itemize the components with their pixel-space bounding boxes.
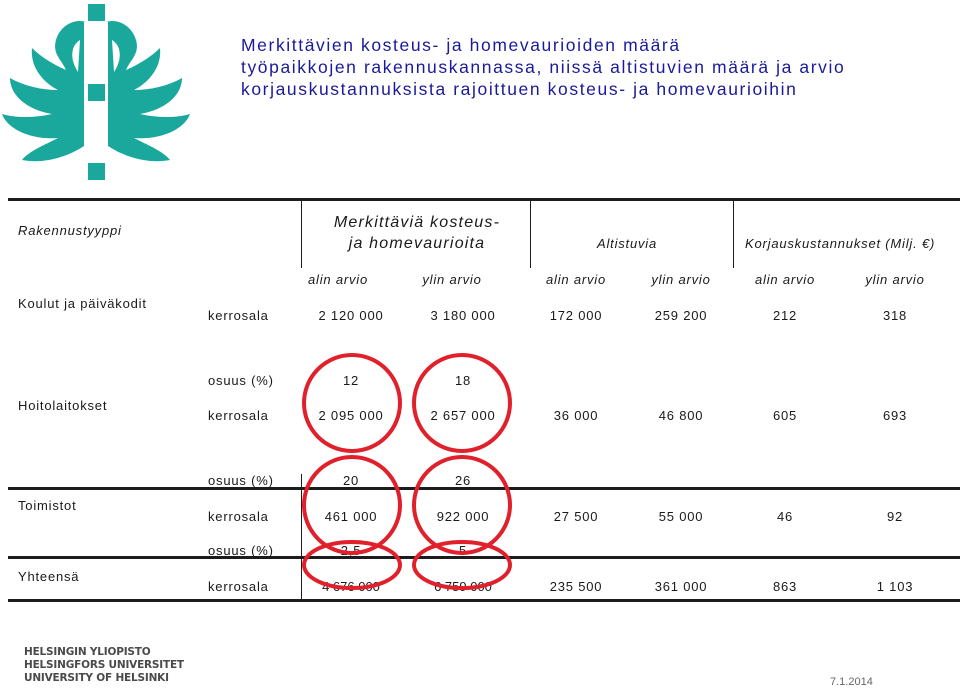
title-line: Merkittävien kosteus- ja homevaurioiden määrä: [241, 35, 681, 55]
share-label: osuus (%): [208, 473, 274, 488]
subheader-high: ylin arvio: [865, 272, 925, 287]
share-high: 5: [458, 543, 468, 558]
damage-table: [8, 198, 960, 602]
title-line: korjauskustannuksista rajoittuen kosteus- ja homevaurioihin: [241, 79, 798, 99]
cost-low: 46: [776, 509, 794, 524]
header-damage-line: Merkittäviä kosteus-: [333, 214, 501, 231]
column-divider: [733, 201, 734, 268]
exposed-high: 46 800: [658, 408, 704, 423]
table-top-rule: [8, 198, 960, 201]
subheader-low: alin arvio: [754, 272, 816, 287]
area-high: 2 657 000: [430, 408, 496, 423]
cost-high: 92: [886, 509, 904, 524]
area-high: 3 180 000: [430, 308, 496, 323]
exposed-low: 172 000: [549, 308, 603, 323]
row-type-label: Yhteensä: [18, 569, 80, 584]
area-label: kerrosala: [208, 408, 269, 423]
share-low: 20: [342, 473, 360, 488]
area-high: 6 759 000: [434, 579, 492, 594]
share-high: 26: [454, 473, 472, 488]
cost-low: 212: [772, 308, 798, 323]
subheader-low: alin arvio: [545, 272, 607, 287]
header-damage-line: ja homevaurioita: [348, 235, 486, 252]
subheader-high: ylin arvio: [422, 272, 482, 287]
university-logo-icon: [0, 0, 200, 190]
column-divider: [530, 201, 531, 268]
area-label: kerrosala: [208, 308, 269, 323]
cost-high: 1 103: [876, 579, 914, 594]
area-label: kerrosala: [208, 509, 269, 524]
title-line: työpaikkojen rakennuskannassa, niissä altistuvien määrä ja arvio: [241, 57, 846, 77]
exposed-high: 361 000: [654, 579, 708, 594]
area-low: 4 676 000: [322, 579, 380, 594]
cost-high: 693: [882, 408, 908, 423]
share-low: 12: [342, 373, 360, 388]
exposed-low: 27 500: [553, 509, 599, 524]
slide-date: 7.1.2014: [830, 676, 873, 688]
cost-high: 318: [882, 308, 908, 323]
exposed-high: 55 000: [658, 509, 704, 524]
cost-low: 863: [772, 579, 798, 594]
page-title: [241, 34, 956, 100]
exposed-low: 235 500: [549, 579, 603, 594]
area-label: kerrosala: [208, 579, 269, 594]
share-label: osuus (%): [208, 543, 274, 558]
row-type-label: Hoitolaitokset: [18, 398, 108, 413]
header-damage: [308, 212, 526, 254]
wordmark-line: HELSINGFORS UNIVERSITET: [24, 659, 184, 671]
exposed-high: 259 200: [654, 308, 708, 323]
share-low: 2,5: [340, 543, 362, 558]
share-label: osuus (%): [208, 373, 274, 388]
table-bottom-rule: [8, 599, 960, 602]
area-low: 461 000: [324, 509, 378, 524]
wordmark-line: HELSINGIN YLIOPISTO: [24, 646, 151, 658]
share-high: 18: [454, 373, 472, 388]
header-building-type: Rakennustyyppi: [18, 223, 122, 238]
row-type-label: Koulut ja päiväkodit: [18, 296, 147, 311]
column-divider: [301, 201, 302, 268]
header-costs: Korjauskustannukset (Milj. €): [745, 236, 936, 251]
area-low: 2 095 000: [318, 408, 384, 423]
university-wordmark: [24, 646, 184, 685]
wordmark-line: UNIVERSITY OF HELSINKI: [24, 672, 169, 684]
area-low: 2 120 000: [318, 308, 384, 323]
row-type-label: Toimistot: [18, 498, 77, 513]
cost-low: 605: [772, 408, 798, 423]
subheader-low: alin arvio: [307, 272, 369, 287]
header-exposed: Altistuvia: [597, 236, 658, 251]
subheader-high: ylin arvio: [651, 272, 711, 287]
exposed-low: 36 000: [553, 408, 599, 423]
area-high: 922 000: [436, 509, 490, 524]
